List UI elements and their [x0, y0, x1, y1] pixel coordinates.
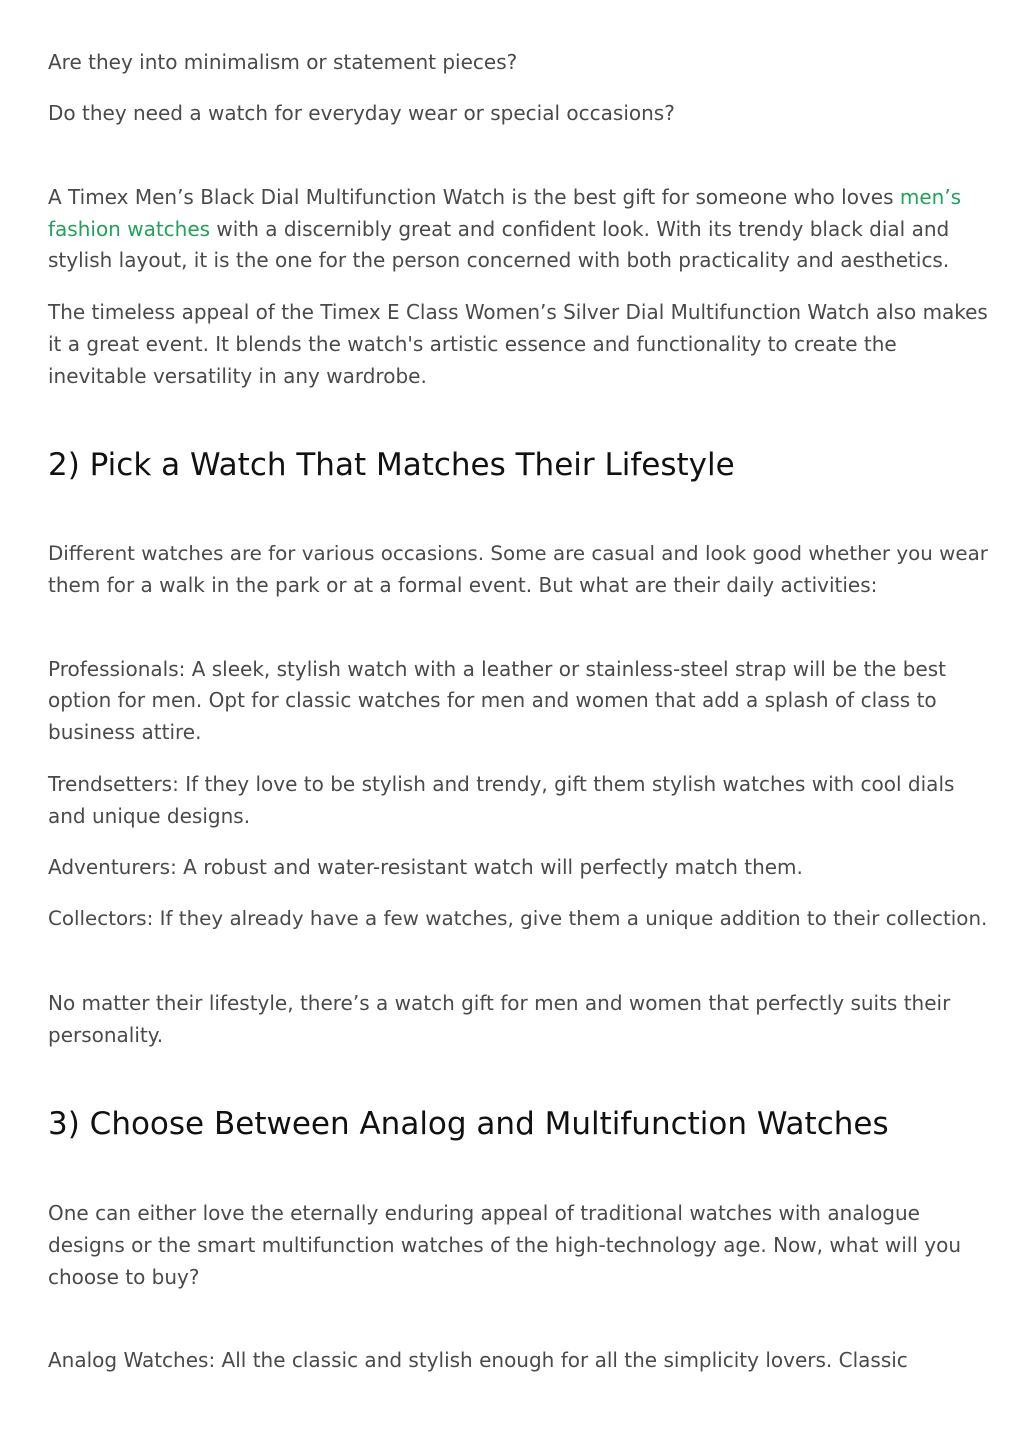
timex-women-line-2: it a great event. It blends the watch's artistic essence and functionality to create the	[48, 332, 897, 356]
section-3-intro-line-3: choose to buy?	[48, 1265, 200, 1289]
timex-men-text: A Timex Men’s Black Dial Multifunction Watch is the best gift for someone who loves	[48, 185, 900, 209]
trendsetters-line-2: and unique designs.	[48, 804, 251, 828]
trendsetters-line-1: Trendsetters: If they love to be stylish and trendy, gift them stylish watches with cool dials	[48, 772, 955, 796]
collectors-paragraph: Collectors: If they already have a few watches, give them a unique addition to their collection.	[48, 907, 988, 930]
professionals-line-1: Professionals: A sleek, stylish watch with a leather or stainless-steel strap will be the best	[48, 657, 946, 681]
timex-men-text-continued: with a discernibly great and confident look. With its trendy black dial and	[210, 217, 950, 241]
adventurers-paragraph: Adventurers: A robust and water-resistant watch will perfectly match them.	[48, 855, 803, 879]
intro-question-style: Are they into minimalism or statement pieces?	[48, 50, 518, 74]
section-3-intro-line-1: One can either love the eternally enduring appeal of traditional watches with analogue	[48, 1201, 920, 1225]
timex-men-line-1	[48, 181, 961, 213]
section-2-intro-line-1: Different watches are for various occasions. Some are casual and look good whether you wear	[48, 542, 988, 565]
intro-question-occasion: Do they need a watch for everyday wear or special occasions?	[48, 101, 675, 125]
timex-men-line-3: stylish layout, it is the one for the person concerned with both practicality and aesthetics.	[48, 248, 950, 272]
section-3-heading: 3) Choose Between Analog and Multifunction Watches	[48, 1106, 889, 1142]
professionals-line-2: option for men. Opt for classic watches for men and women that add a splash of class to	[48, 688, 937, 712]
analog-watches-paragraph: Analog Watches: All the classic and stylish enough for all the simplicity lovers. Classic	[48, 1348, 908, 1372]
section-2-heading: 2) Pick a Watch That Matches Their Lifestyle	[48, 447, 735, 483]
timex-men-line-2	[48, 213, 949, 245]
professionals-line-3: business attire.	[48, 720, 202, 744]
section-2-intro-line-2: them for a walk in the park or at a formal event. But what are their daily activities:	[48, 573, 878, 597]
mens-fashion-watches-link[interactable]: men’s	[899, 185, 962, 209]
section-2-outro-line-1: No matter their lifestyle, there’s a watch gift for men and women that perfectly suits their	[48, 991, 951, 1015]
section-3-intro-line-2: designs or the smart multifunction watches of the high-technology age. Now, what will you	[48, 1233, 961, 1257]
timex-women-line-1: The timeless appeal of the Timex E Class Women’s Silver Dial Multifunction Watch also makes	[48, 300, 988, 324]
mens-fashion-watches-link-continued[interactable]: fashion watches	[48, 217, 211, 241]
section-2-outro-line-2: personality.	[48, 1023, 164, 1047]
timex-women-line-3: inevitable versatility in any wardrobe.	[48, 364, 427, 388]
